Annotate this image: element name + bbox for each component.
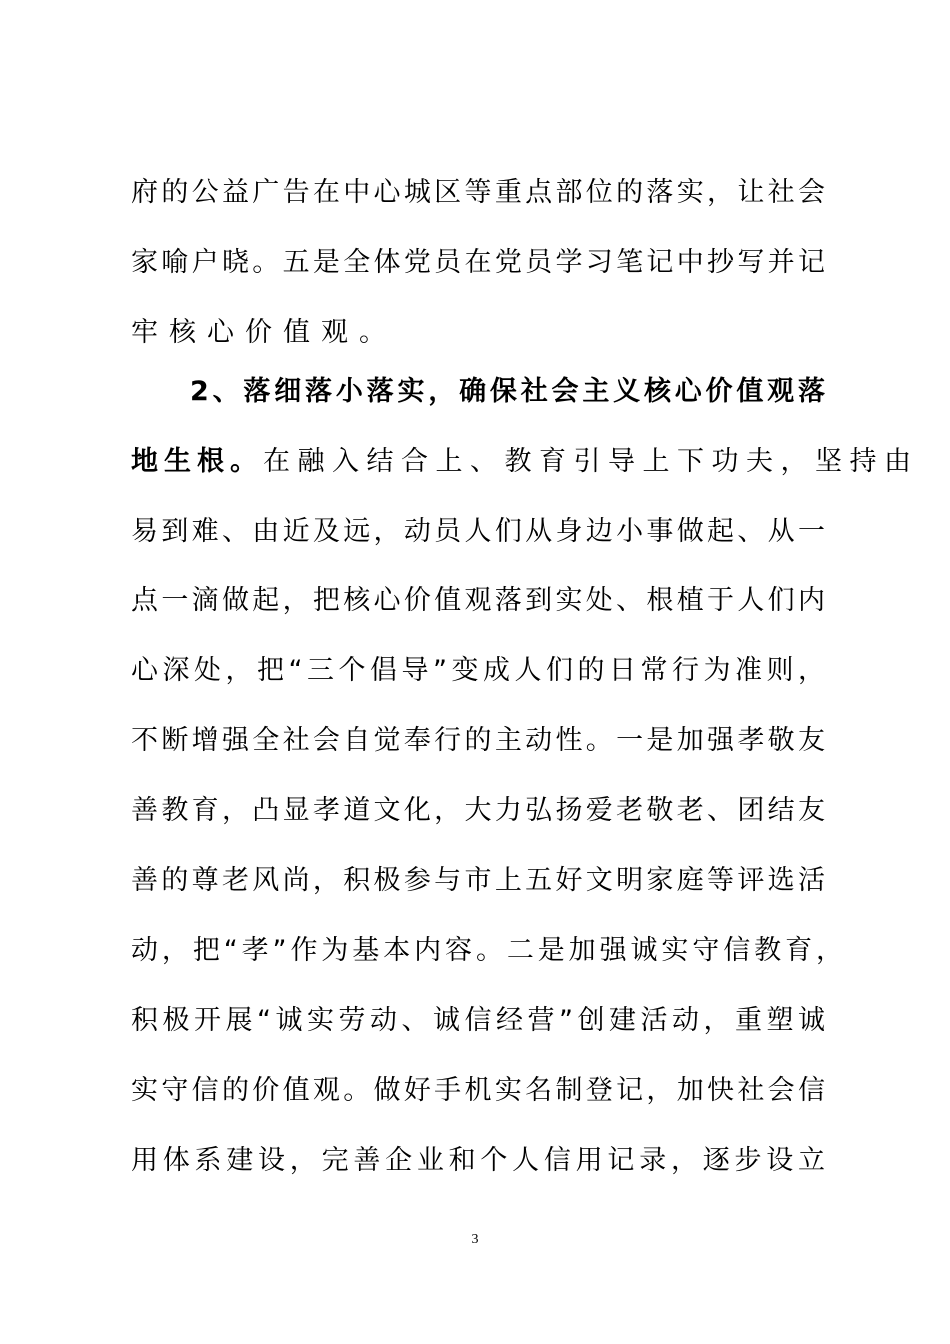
text-line: 府的公益广告在中心城区等重点部位的落实，让社会: [131, 177, 825, 208]
text-line: 善教育，凸显孝道文化，大力弘扬爱老敬老、团结友: [131, 795, 825, 826]
section-heading-end: 地生根。: [131, 446, 263, 477]
text-line: 用体系建设，完善企业和个人信用记录，逐步设立: [131, 1145, 825, 1176]
text-line: 动，把“孝”作为基本内容。二是加强诚实守信教育，: [131, 935, 843, 966]
text-line: 实守信的价值观。做好手机实名制登记，加快社会信: [131, 1075, 825, 1106]
text-line: 牢核心价值观。: [131, 317, 397, 348]
page-number: 3: [471, 1232, 479, 1247]
text-line: 积极开展“诚实劳动、诚信经营”创建活动，重塑诚: [131, 1005, 825, 1036]
text-line: 心深处，把“三个倡导”变成人们的日常行为准则，: [131, 655, 825, 686]
text-line: 不断增强全社会自觉奉行的主动性。一是加强孝敬友: [131, 725, 825, 756]
text-line: [131, 442, 919, 482]
text-line: 点一滴做起，把核心价值观落到实处、根植于人们内: [131, 585, 825, 616]
text-line: 家喻户晓。五是全体党员在党员学习笔记中抄写并记: [131, 247, 825, 278]
text-line: 善的尊老风尚，积极参与市上五好文明家庭等评选活: [131, 865, 825, 896]
text-line: 易到难、由近及远，动员人们从身边小事做起、从一: [131, 516, 825, 547]
paragraph-start: 在融入结合上、教育引导上下功夫，坚持由: [263, 446, 919, 477]
section-heading: 2、落细落小落实，确保社会主义核心价值观落: [190, 376, 825, 407]
